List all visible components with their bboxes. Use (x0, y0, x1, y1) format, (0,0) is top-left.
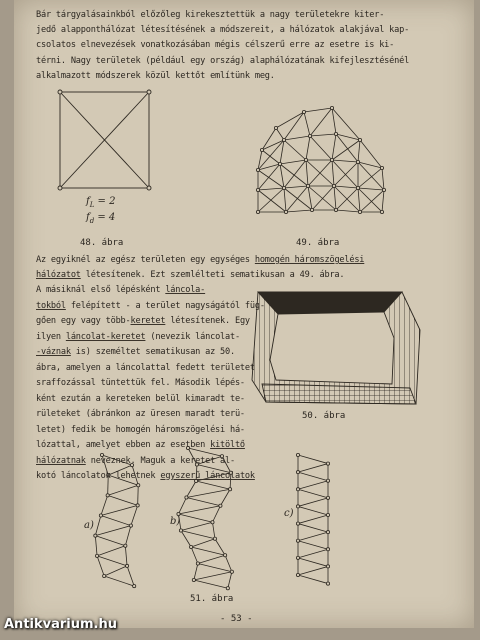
text-line: térni. Nagy területek (például egy ország) alaphálózatának kifejlesztésénél (36, 55, 410, 66)
text-line: -váznak is) személtet sematikusan az 50. (36, 347, 235, 357)
figure-51-label-a: a) (84, 520, 94, 531)
text-line: kotó láncolatok lehetnek egyszerű láncolatok (36, 471, 255, 481)
figure-49-homogeneous-network (256, 106, 385, 213)
text-line: jedő alapponthálózat létesítésének a módszereit, a hálózatok alakjával kap- (36, 25, 410, 36)
book-page (14, 0, 474, 628)
text-line: ként ezután a kereteken belül kimaradt te- (36, 393, 245, 404)
figure-48-label-2: $f_d = 4$ (86, 212, 116, 225)
page-number: - 53 - (220, 614, 253, 624)
text-line: alkalmazott módszerek közül kettőt említünk meg. (36, 70, 275, 81)
text-line: sraffozással tüntettük fel. Második lépés- (36, 378, 245, 388)
text-line: A másiknál első lépésként láncola- (36, 285, 206, 295)
text-line: rületeket (ábránkon az üresen maradt terü- (36, 409, 245, 419)
text-line: ábra, amelyen a láncolattal fedett területet (36, 362, 255, 373)
text-line: ilyen láncolat-keretet (nevezik láncolat- (36, 331, 240, 342)
text-line: Az egyiknél az egész területen egy egységes homogén háromszögelési (36, 255, 365, 265)
text-line: gően egy vagy több-keretet létesítenek. Egy (36, 316, 250, 326)
text-line: hálózatot létesítenek. Ezt szemlélteti sematikusan a 49. ábra. (36, 270, 345, 281)
paragraph-homogeneous (36, 253, 364, 283)
figure-51-chain-c (296, 453, 329, 585)
figure-48-caption: 48. ábra (80, 238, 124, 248)
text-line: Bár tárgyalásainkból előzőleg kirekesztettük a nagy területekre kiter- (36, 10, 385, 20)
text-line: lózattal, amelyet ebben az esetben kitöltő (36, 440, 245, 450)
figure-51-label-b: b) (170, 516, 181, 527)
figure-49-caption: 49. ábra (296, 238, 340, 248)
text-line: tokból felépített - a terület nagyságától füg- (36, 300, 265, 311)
figure-51-caption: 51. ábra (190, 594, 234, 604)
figure-51-label-c: c) (284, 508, 294, 519)
figure-50-chain-frame (252, 292, 420, 404)
text-line: csolatos elnevezések vonatkozásában mégis célszerű erre az esetre is ki- (36, 40, 395, 51)
figure-48-label-1: $f_L = 2$ (86, 196, 116, 209)
text-line: letet) fedik be homogén háromszögelési há- (36, 424, 245, 435)
paragraph-chain-frame (36, 283, 265, 485)
figure-48-square-network (58, 90, 151, 190)
text-line: hálózatnak neveznek. Maguk a keretet al- (36, 455, 235, 466)
watermark-logo: Antikvarium.hu (4, 617, 117, 632)
figure-50-caption: 50. ábra (302, 411, 346, 421)
